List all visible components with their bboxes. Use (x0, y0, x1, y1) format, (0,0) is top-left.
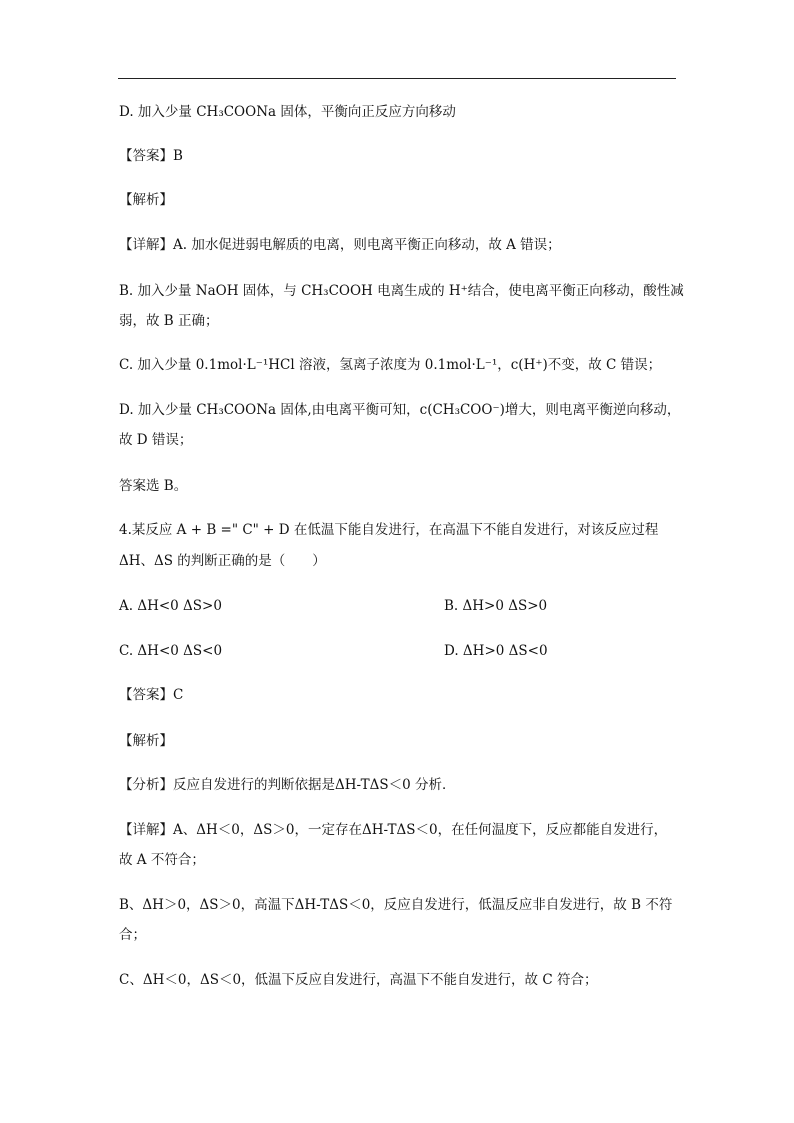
question-4-line2: ΔH、ΔS 的判断正确的是（ ） (119, 553, 326, 569)
explanation-a: 【详解】A. 加水促进弱电解质的电离，则电离平衡正向移动，故 A 错误； (119, 237, 561, 253)
option-d-text: D. 加入少量 CH₃COONa 固体，平衡向正反应方向移动 (119, 104, 456, 120)
answer-conclusion: 答案选 B。 (119, 478, 188, 494)
explanation2-c: C、ΔH＜0，ΔS＜0，低温下反应自发进行，高温下不能自发进行，故 C 符合； (119, 972, 598, 988)
explanation-d-line2: 故 D 错误； (119, 432, 193, 448)
explanation2-a-line2: 故 A 不符合； (119, 852, 205, 868)
explanation2-a-line1: 【详解】A、ΔH＜0，ΔS＞0，一定存在ΔH-TΔS＜0，在任何温度下，反应都能自发进行， (119, 822, 668, 838)
analysis-heading: 【解析】 (119, 192, 173, 208)
analysis-summary: 【分析】反应自发进行的判断依据是ΔH-TΔS＜0 分析． (119, 777, 456, 793)
question-4-line1: 4.某反应 A + B =" C" + D 在低温下能自发进行，在高温下不能自发进行，对该反应过程 (119, 522, 659, 538)
choice-c: C. ΔH<0 ΔS<0 (119, 643, 223, 659)
explanation2-b-line1: B、ΔH＞0，ΔS＞0，高温下ΔH-TΔS＜0，反应自发进行，低温反应非自发进行，故 B 不符 (119, 897, 673, 913)
choice-a: A. ΔH<0 ΔS>0 (119, 598, 222, 614)
explanation-b-line2: 弱，故 B 正确； (119, 313, 219, 329)
header-rule (118, 78, 676, 79)
explanation2-b-line2: 合； (119, 927, 146, 943)
explanation-d-line1: D. 加入少量 CH₃COONa 固体,由电离平衡可知，c(CH₃COO⁻)增大，则电离平衡逆向移动， (119, 402, 681, 418)
choice-d: D. ΔH>0 ΔS<0 (444, 643, 548, 659)
explanation-b-line1: B. 加入少量 NaOH 固体，与 CH₃COOH 电离生成的 H⁺结合，使电离平衡正向移动，酸性减 (119, 283, 684, 299)
analysis-heading-2: 【解析】 (119, 733, 173, 749)
answer-label-2: 【答案】C (119, 687, 184, 703)
explanation-c: C. 加入少量 0.1mol·L⁻¹HCl 溶液，氢离子浓度为 0.1mol·L⁻¹，c(H⁺)不变，故 C 错误； (119, 357, 662, 373)
choice-b: B. ΔH>0 ΔS>0 (444, 598, 548, 614)
answer-label: 【答案】B (119, 148, 183, 164)
